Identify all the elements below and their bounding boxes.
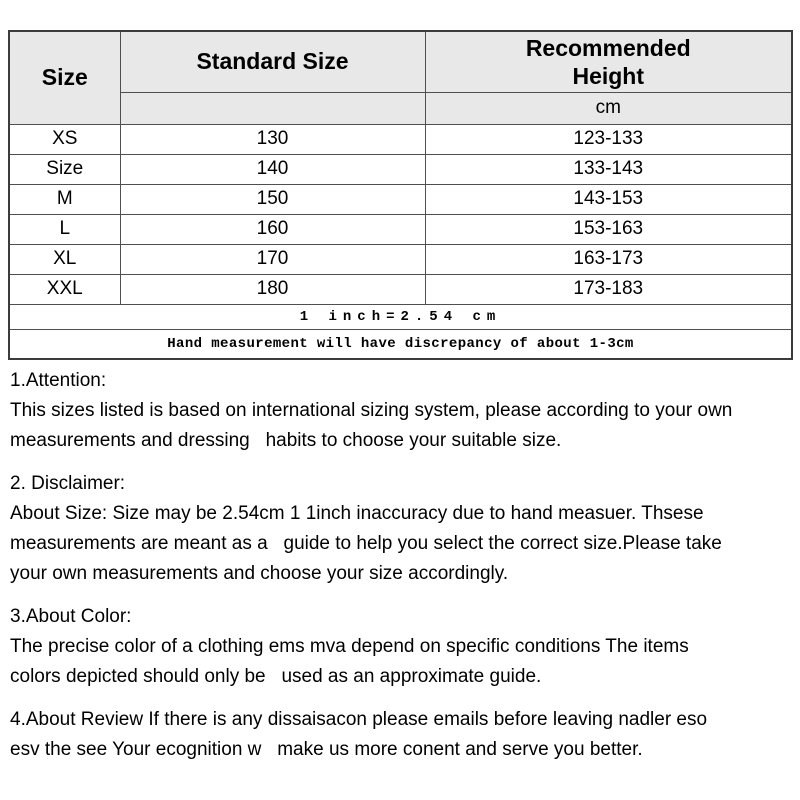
paragraph-line: your own measurements and choose your size accordingly. (10, 563, 509, 584)
paragraph-line: This sizes listed is based on international sizing system, please according to your own (10, 400, 733, 421)
paragraph-line: esv the see Your ecognition w make us more conent and serve you better. (10, 739, 643, 760)
height-cell: 143-153 (425, 184, 792, 214)
standard-cell: 150 (120, 184, 425, 214)
header-row (9, 31, 792, 92)
attention-paragraph (10, 366, 796, 456)
size-cell: XXL (9, 274, 120, 304)
height-cell: 163-173 (425, 244, 792, 274)
standard-cell: 180 (120, 274, 425, 304)
table-row-xxl (9, 274, 792, 304)
height-cell: 153-163 (425, 214, 792, 244)
table-row-m (9, 184, 792, 214)
hand-measurement-note: Hand measurement will have discrepancy of about 1-3cm (9, 329, 792, 359)
standard-size-unit-cell (120, 92, 425, 124)
paragraph-line: colors depicted should only be used as an approximate guide. (10, 666, 542, 687)
paragraph-line: The precise color of a clothing ems mva depend on specific conditions The items (10, 636, 689, 657)
paragraph-line: 1.Attention: (10, 370, 107, 391)
height-cell: 173-183 (425, 274, 792, 304)
recommended-height-label: Recommended Height (525, 34, 691, 89)
size-cell: M (9, 184, 120, 214)
paragraph-line: 2. Disclaimer: (10, 473, 126, 494)
height-cell: 123-133 (425, 124, 792, 154)
table-row-s (9, 154, 792, 184)
about-review-paragraph (10, 705, 796, 765)
recommended-height-column-header (425, 31, 792, 92)
paragraph-line: About Size: Size may be 2.54cm 1 1inch inaccuracy due to hand measuer. Thsese (10, 503, 704, 524)
standard-cell: 130 (120, 124, 425, 154)
standard-size-column-header: Standard Size (120, 31, 425, 92)
inch-conversion-note: 1 inch=2.54 cm (9, 304, 792, 329)
size-column-header: Size (9, 31, 120, 124)
size-cell: XS (9, 124, 120, 154)
standard-cell: 140 (120, 154, 425, 184)
unit-row (9, 92, 792, 124)
size-chart-table (8, 30, 793, 360)
paragraph-line: 4.About Review If there is any dissaisacon please emails before leaving nadler eso (10, 709, 708, 730)
standard-cell: 170 (120, 244, 425, 274)
size-cell: XL (9, 244, 120, 274)
size-cell: L (9, 214, 120, 244)
about-color-paragraph (10, 602, 796, 692)
paragraph-line: 3.About Color: (10, 606, 132, 627)
height-cell: 133-143 (425, 154, 792, 184)
table-row-l (9, 214, 792, 244)
notes-section (10, 366, 796, 778)
height-unit-cell: cm (425, 92, 792, 124)
disclaimer-paragraph (10, 469, 796, 589)
size-cell: Size (9, 154, 120, 184)
standard-cell: 160 (120, 214, 425, 244)
paragraph-line: measurements are meant as a guide to help you select the correct size.Please take (10, 533, 722, 554)
hand-measurement-row (9, 329, 792, 359)
paragraph-line: measurements and dressing habits to choose your suitable size. (10, 430, 562, 451)
table-row-xl (9, 244, 792, 274)
table-row-xs (9, 124, 792, 154)
inch-conversion-row (9, 304, 792, 329)
